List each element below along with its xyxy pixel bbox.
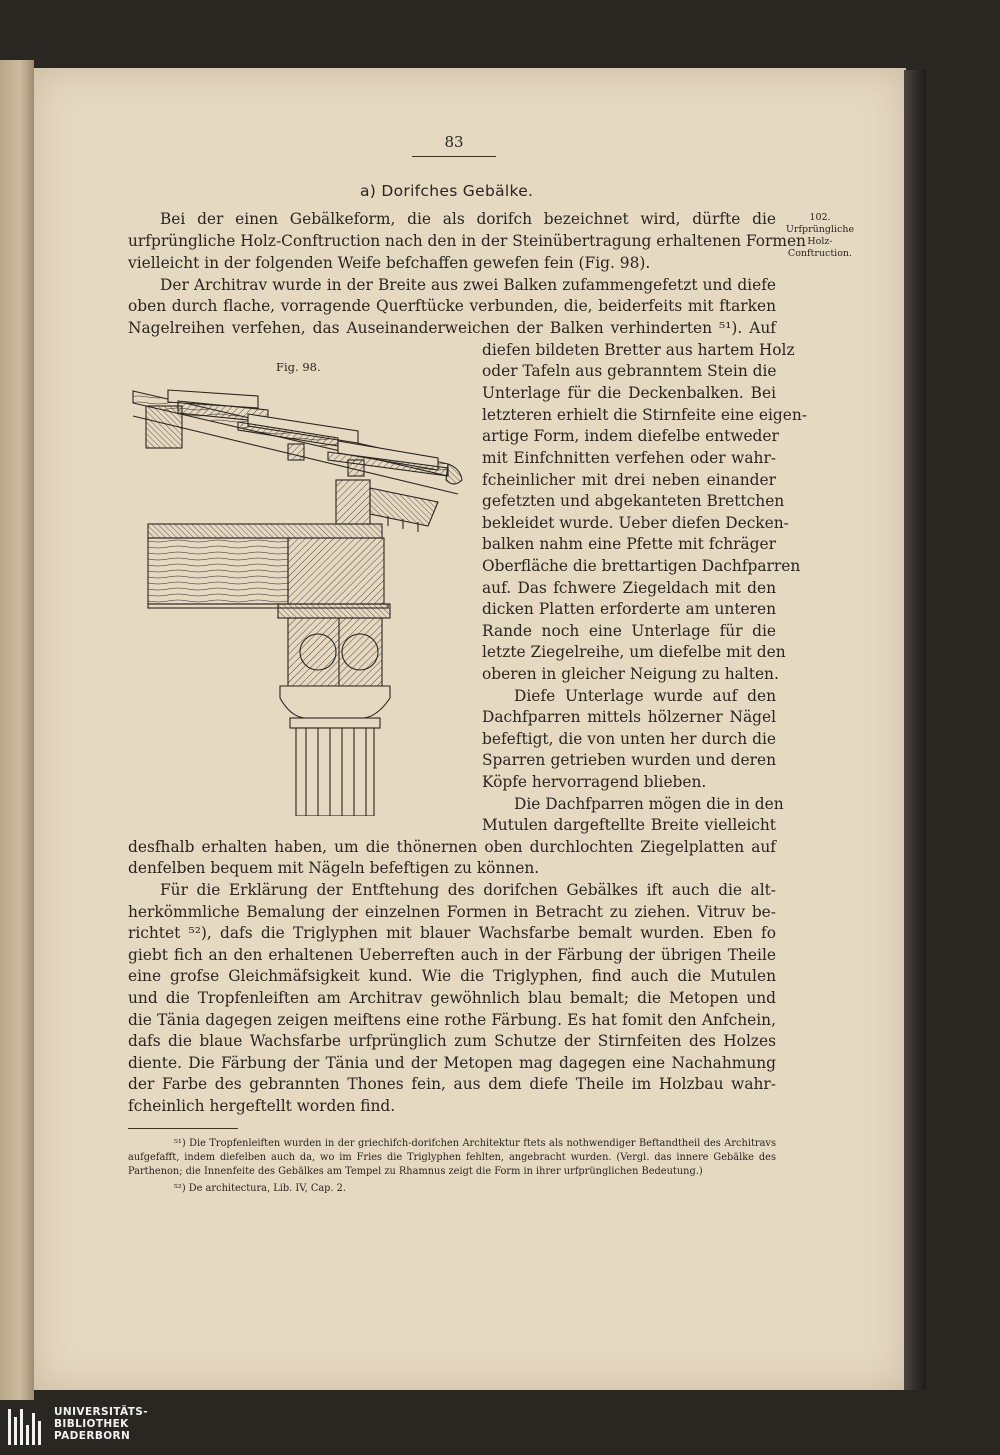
- footnote-rule: [128, 1128, 238, 1129]
- body-line: Der Architrav wurde in der Breite aus zwei Balken zufammengefetzt und diefe: [160, 276, 776, 294]
- body-line: diefen bildeten Bretter aus hartem Holz: [482, 341, 795, 359]
- body-line: mit Einfchnitten verfehen oder wahr-: [482, 449, 776, 467]
- margin-note-line: Holz-: [807, 236, 833, 247]
- body-line: diente. Die Färbung der Tänia und der Metopen mag dagegen eine Nachahmung: [128, 1054, 776, 1072]
- body-line: urfprüngliche Holz-Conftruction nach den in der Steinübertragung erhaltenen Formen: [128, 232, 806, 250]
- column-shaft: [296, 728, 374, 816]
- body-line: eine grofse Gleichmäfsigkeit kund. Wie die Triglyphen, find auch die Mutulen: [128, 967, 776, 985]
- body-line: fcheinlicher mit drei neben einander: [482, 471, 776, 489]
- footnote-line: aufgefafft, indem diefelben auch da, wo im Fries die Triglyphen fehlten, angebracht wurden. (Vergl. das innere Gebälke des: [128, 1152, 776, 1163]
- page-number-rule: [412, 156, 496, 157]
- body-line: richtet ⁵²), dafs die Triglyphen mit blauer Wachsfarbe bemalt wurden. Eben fo: [128, 924, 776, 942]
- capital: [280, 686, 390, 728]
- margin-note-line: 102.: [809, 212, 831, 223]
- margin-note-line: Urfprüngliche: [785, 224, 855, 235]
- body-line: Köpfe hervorragend blieben.: [482, 773, 707, 791]
- body-line: fcheinlich hergeftellt worden find.: [128, 1097, 396, 1115]
- body-line: befeftigt, die von unten her durch die: [482, 730, 776, 748]
- body-line: Mutulen dargeftellte Breite vielleicht: [482, 816, 776, 834]
- footnote-line: ⁵¹) Die Tropfenleiften wurden in der griechifch-dorifchen Architektur ftets als nothwendiger Beftandtheil des Architravs: [174, 1138, 776, 1149]
- body-line: Dachfparren mittels hölzerner Nägel: [482, 708, 776, 726]
- library-name-line: UNIVERSITÄTS-: [54, 1406, 149, 1418]
- body-line: Oberfläche die brettartigen Dachfparren: [482, 557, 801, 575]
- body-line: die Tänia dagegen zeigen meiftens eine rothe Färbung. Es hat fomit den Anfchein,: [128, 1011, 776, 1029]
- body-line: letzteren erhielt die Stirnfeite eine eigen-: [482, 406, 807, 424]
- body-line: und die Tropfenleiften am Architrav gewöhnlich blau bemalt; die Metopen und: [128, 989, 776, 1007]
- footnote-line: ⁵²) De architectura, Lib. IV, Cap. 2.: [174, 1183, 347, 1194]
- doric-entablature-figure: [128, 376, 473, 816]
- left-page-edge: [0, 60, 34, 1400]
- body-line: oberen in gleicher Neigung zu halten.: [482, 665, 779, 683]
- library-name: [54, 1406, 148, 1442]
- body-line: Bei der einen Gebälkeform, die als dorifch bezeichnet wird, dürfte die: [160, 210, 776, 228]
- body-line: giebt fich an den erhaltenen Ueberreften auch in der Färbung der übrigen Theile: [128, 946, 776, 964]
- body-line: vielleicht in der folgenden Weife befchaffen gewefen fein (Fig. 98).: [128, 254, 651, 272]
- section-heading: a) Dorifches Gebälke.: [360, 182, 534, 200]
- body-line: artige Form, indem diefelbe entweder: [482, 427, 779, 445]
- body-line: letzte Ziegelreihe, um diefelbe mit den: [482, 643, 786, 661]
- body-line: dafs die blaue Wachsfarbe urfprünglich zum Schutze der Stirnfeiten des Holzes: [128, 1032, 776, 1050]
- body-line: herkömmliche Bemalung der einzelnen Formen in Betracht zu ziehen. Vitruv be-: [128, 903, 776, 921]
- architrave: [278, 604, 390, 686]
- body-line: oben durch flache, vorragende Querftücke verbunden, die, beiderfeits mit ftarken: [128, 297, 776, 315]
- roof-tiles: [133, 390, 462, 494]
- body-line: balken nahm eine Pfette mit fchräger: [482, 535, 776, 553]
- library-logo: [6, 1405, 148, 1449]
- body-line: denfelben bequem mit Nägeln befeftigen zu können.: [128, 859, 540, 877]
- body-line: Nagelreihen verfehen, das Auseinanderweichen der Balken verhinderten ⁵¹). Auf: [128, 319, 776, 337]
- body-line: desfhalb erhalten haben, um die thönernen oben durchlochten Ziegelplatten auf: [128, 838, 776, 856]
- body-line: dicken Platten erforderte am unteren: [482, 600, 776, 618]
- body-line: oder Tafeln aus gebranntem Stein die: [482, 362, 777, 380]
- body-line: Unterlage für die Deckenbalken. Bei: [482, 384, 776, 402]
- body-line: der Farbe des gebrannten Thones fein, aus dem diefe Theile im Holzbau wahr-: [128, 1075, 776, 1093]
- body-line: gefetzten und abgekanteten Brettchen: [482, 492, 785, 510]
- library-name-line: PADERBORN: [54, 1430, 131, 1442]
- body-line: Diefe Unterlage wurde auf den: [514, 687, 776, 705]
- deck-beams: [148, 524, 388, 608]
- footnote-line: Parthenon; die Innenfeite des Gebälkes am Tempel zu Rhamnus zeigt die Form in ihrer urfprünglichen Bedeutung.): [128, 1166, 703, 1177]
- page-number: 83: [444, 133, 464, 151]
- margin-note-line: Conftruction.: [787, 248, 853, 259]
- body-line: Für die Erklärung der Entftehung des dorifchen Gebälkes ift auch die alt-: [160, 881, 776, 899]
- library-emblem-icon: [6, 1405, 46, 1449]
- body-line: Sparren getrieben wurden und deren: [482, 751, 776, 769]
- book-spine-edge: [904, 70, 926, 1390]
- body-line: Rande noch eine Unterlage für die: [482, 622, 776, 640]
- body-line: Die Dachfparren mögen die in den: [514, 795, 784, 813]
- body-line: auf. Das fchwere Ziegeldach mit den: [482, 579, 776, 597]
- figure-caption: Fig. 98.: [276, 360, 321, 374]
- body-line: bekleidet wurde. Ueber diefen Decken-: [482, 514, 789, 532]
- library-name-line: BIBLIOTHEK: [54, 1418, 129, 1430]
